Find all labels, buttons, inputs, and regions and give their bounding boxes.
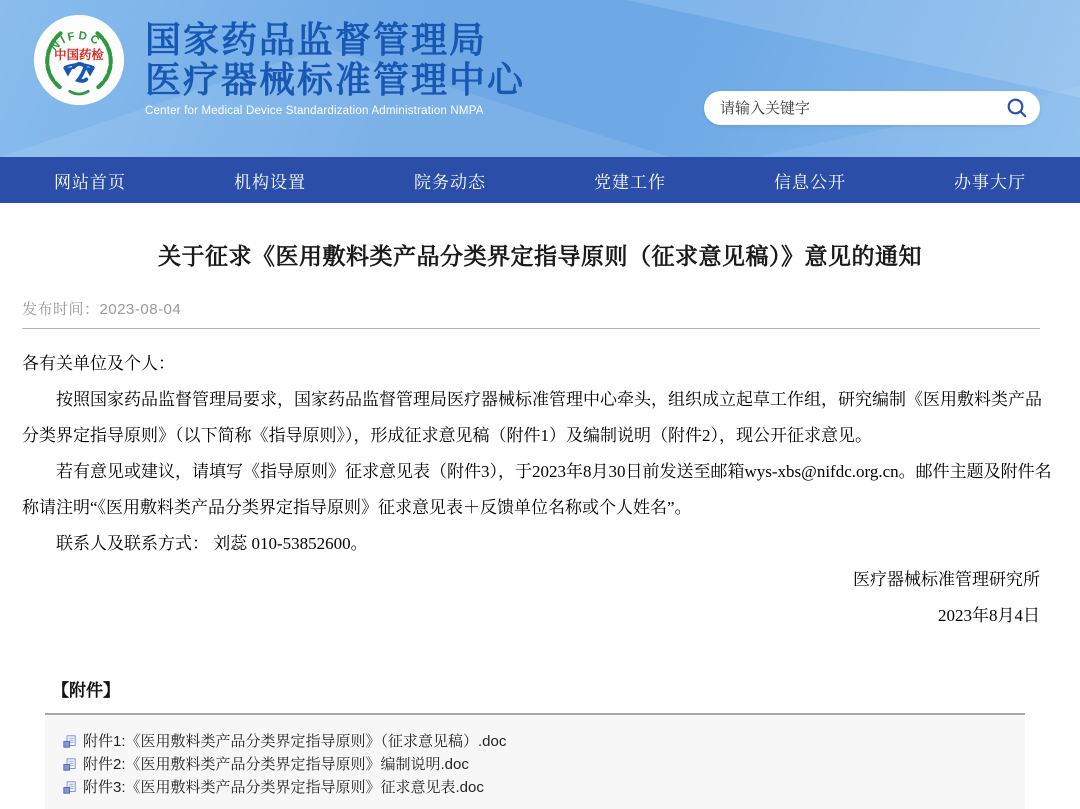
paragraph: 按照国家药品监督管理局要求，国家药品监督管理局医疗器械标准管理中心牵头，组织成立起草工作组，研究编制《医用敷料类产品分类界定指导原则》（以下简称《指导原则》），形成征求意见稿（附件1）及编制说明（附件2），现公开征求意见。	[22, 390, 1042, 445]
publish-date-value: 2023-08-04	[99, 301, 182, 318]
nav-item-news[interactable]: 院务动态	[414, 172, 486, 192]
svg-text:中国药检: 中国药检	[54, 48, 104, 63]
attachment-link-2[interactable]: 附件2:《医用敷料类产品分类界定指导原则》编制说明.doc	[83, 756, 469, 773]
publish-date-row	[22, 298, 1058, 319]
article-body	[22, 346, 1058, 634]
nav-item-party-building[interactable]: 党建工作	[594, 172, 666, 192]
svg-text:NIFDC: NIFDC	[48, 29, 104, 54]
word-doc-icon	[63, 781, 76, 794]
nav-item-home[interactable]: 网站首页	[54, 172, 126, 192]
article-main	[0, 238, 1080, 809]
attachment-link-3[interactable]: 附件3:《医用敷料类产品分类界定指导原则》征求意见表.doc	[83, 779, 484, 796]
attachment-item	[63, 730, 1025, 753]
attachments-box	[45, 713, 1025, 809]
attachment-item	[63, 776, 1025, 799]
attachment-link-1[interactable]: 附件1:《医用敷料类产品分类界定指导原则》（征求意见稿）.doc	[83, 733, 507, 750]
nifdc-logo-icon	[33, 14, 125, 106]
search-box	[704, 91, 1040, 125]
site-title-line2: 医疗器械标准管理中心	[145, 59, 526, 100]
paragraph: 若有意见或建议，请填写《指导原则》征求意见表（附件3），于2023年8月30日前发送至邮箱wys-xbs@nifdc.org.cn。邮件主题及附件名称请注明“《医用敷料类产品分类界定指导原则》征求意见表＋反馈单位名称或个人姓名”。	[22, 462, 1052, 517]
main-nav	[0, 157, 1080, 203]
attachment-item	[63, 753, 1025, 776]
contact-line: 联系人及联系方式： 刘蕊 010-53852600。	[56, 534, 368, 553]
nav-item-organization[interactable]: 机构设置	[234, 172, 306, 192]
word-doc-icon	[63, 758, 76, 771]
signature-org: 医疗器械标准管理研究所	[853, 570, 1040, 589]
site-header	[0, 0, 1080, 157]
site-subtitle-en: Center for Medical Device Standardization Administration NMPA	[145, 105, 484, 117]
publish-date-label: 发布时间：	[22, 301, 100, 318]
attachments-section	[45, 676, 1025, 809]
word-doc-icon	[63, 735, 76, 748]
nav-item-information-disclosure[interactable]: 信息公开	[774, 172, 846, 192]
search-input[interactable]	[720, 100, 1006, 117]
signature-date: 2023年8月4日	[938, 606, 1040, 625]
attachments-heading: 【附件】	[52, 681, 120, 700]
nav-item-service-hall[interactable]: 办事大厅	[954, 172, 1026, 192]
salutation: 各有关单位及个人：	[22, 354, 175, 373]
search-icon[interactable]	[1006, 97, 1028, 119]
site-title-line1: 国家药品监督管理局	[145, 19, 488, 60]
title-divider	[22, 328, 1040, 329]
article-title: 关于征求《医用敷料类产品分类界定指导原则（征求意见稿）》意见的通知	[158, 243, 922, 269]
